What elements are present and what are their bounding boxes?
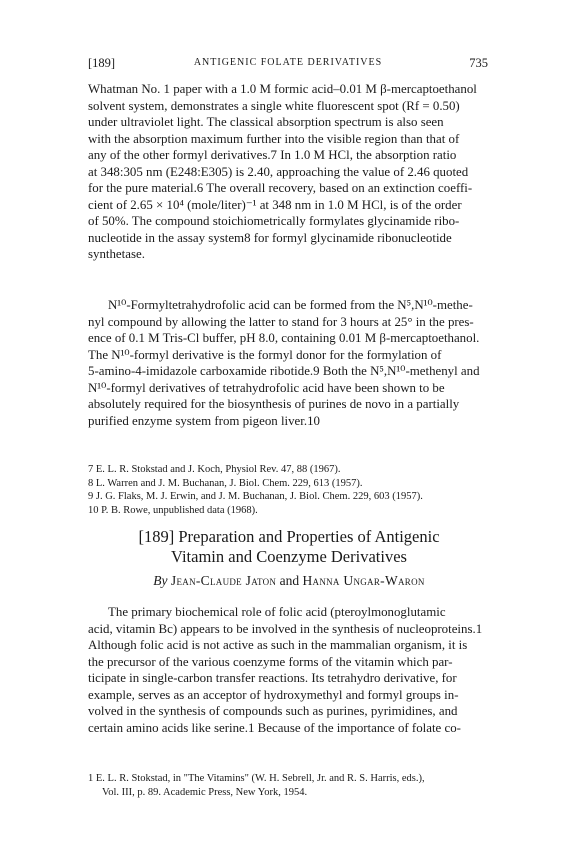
text-line: cient of 2.65 × 10⁴ (mole/liter)⁻¹ at 348 nm in 1.0 M HCl, is of the order bbox=[88, 197, 462, 212]
text-line: under ultraviolet light. The classical absorption spectrum is also seen bbox=[88, 115, 444, 129]
text-line: at 348:305 nm (E248:E305) is 2.40, approaching the value of 2.46 quoted bbox=[88, 164, 469, 179]
reference-8: 8 L. Warren and J. M. Buchanan, J. Biol. Chem. 229, 613 (1957). bbox=[88, 477, 363, 489]
byline bbox=[88, 573, 490, 589]
reference-10: 10 P. B. Rowe, unpublished data (1968). bbox=[88, 504, 258, 516]
text-line: solvent system, demonstrates a single white fluorescent spot (Rf = 0.50) bbox=[88, 98, 460, 113]
text-line: absolutely required for the biosynthesis of purines de novo in a partially bbox=[88, 397, 460, 411]
text-line: any of the other formyl derivatives.7 In 1.0 M HCl, the absorption ratio bbox=[88, 148, 457, 162]
reference-list bbox=[88, 463, 490, 517]
text-line: volved in the synthesis of compounds such as purines, pyrimidines, and bbox=[88, 704, 458, 718]
text-line: ence of 0.1 M Tris-Cl buffer, pH 8.0, containing 0.01 M β-mercaptoethanol. bbox=[88, 331, 480, 345]
author-1: Jean-Claude Jaton bbox=[170, 573, 277, 588]
text-line: certain amino acids like serine.1 Because of the importance of folate co- bbox=[88, 720, 461, 735]
section-number: [189] bbox=[88, 56, 116, 70]
text-line: ticipate in single-carbon transfer reactions. Its tetrahydro derivative, for bbox=[88, 671, 457, 685]
text-line: purified enzyme system from pigeon liver.10 bbox=[88, 413, 320, 428]
text-line: The N¹⁰-formyl derivative is the formyl donor for the formylation of bbox=[88, 347, 442, 362]
footnote bbox=[88, 772, 490, 799]
page-number: 735 bbox=[469, 56, 488, 70]
title-line-1: [189] Preparation and Properties of Antigenic bbox=[138, 527, 440, 546]
text-line: synthetase. bbox=[88, 247, 145, 261]
author-2: Hanna Ungar-Waron bbox=[302, 573, 425, 588]
text-line: The primary biochemical role of folic acid (pteroylmonoglutamic bbox=[108, 605, 446, 619]
text-line: nyl compound by allowing the latter to stand for 3 hours at 25° in the pres- bbox=[88, 314, 474, 329]
text-line: Whatman No. 1 paper with a 1.0 M formic acid–0.01 M β-mercaptoethanol bbox=[88, 82, 477, 96]
text-line: with the absorption maximum further into the visible region than that of bbox=[88, 131, 460, 146]
byline-by: By bbox=[153, 573, 168, 588]
text-line: acid, vitamin Bc) appears to be involved in the synthesis of nucleoproteins.1 bbox=[88, 621, 483, 636]
paragraph-3 bbox=[88, 604, 490, 736]
paragraph-1 bbox=[88, 81, 490, 263]
text-line: Although folic acid is not active as such in the mammalian organism, it is bbox=[88, 638, 468, 652]
running-head bbox=[88, 56, 488, 72]
running-title: ANTIGENIC FOLATE DERIVATIVES bbox=[193, 57, 383, 68]
text-line: the precursor of the various coenzyme forms of the vitamin which par- bbox=[88, 654, 453, 669]
text-line: 5-amino-4-imidazole carboxamide ribotide.9 Both the N⁵,N¹⁰-methenyl and bbox=[88, 364, 480, 378]
footnote-line-2: Vol. III, p. 89. Academic Press, New York, 1954. bbox=[102, 786, 308, 798]
text-line: example, serves as an acceptor of hydroxymethyl and formyl groups in- bbox=[88, 687, 459, 702]
reference-9: 9 J. G. Flaks, M. J. Erwin, and J. M. Buchanan, J. Biol. Chem. 229, 603 (1957). bbox=[88, 491, 423, 503]
text-line: nucleotide in the assay system8 for formyl glycinamide ribonucleotide bbox=[88, 230, 452, 245]
footnote-line-1: 1 E. L. R. Stokstad, in "The Vitamins" (W. H. Sebrell, Jr. and R. S. Harris, eds.), bbox=[88, 773, 425, 784]
text-line: N¹⁰-formyl derivatives of tetrahydrofolic acid have been shown to be bbox=[88, 380, 445, 395]
text-line: N¹⁰-Formyltetrahydrofolic acid can be formed from the N⁵,N¹⁰-methe- bbox=[108, 298, 473, 312]
reference-7: 7 E. L. R. Stokstad and J. Koch, Physiol Rev. 47, 88 (1967). bbox=[88, 464, 341, 475]
article-title bbox=[88, 527, 490, 567]
text-line: for the pure material.6 The overall recovery, based on an extinction coeffi- bbox=[88, 181, 473, 195]
text-line: of 50%. The compound stoichiometrically formylates glycinamide ribo- bbox=[88, 214, 460, 228]
paragraph-2 bbox=[88, 297, 490, 429]
title-line-2: Vitamin and Coenzyme Derivatives bbox=[171, 547, 407, 566]
byline-and: and bbox=[279, 573, 300, 588]
